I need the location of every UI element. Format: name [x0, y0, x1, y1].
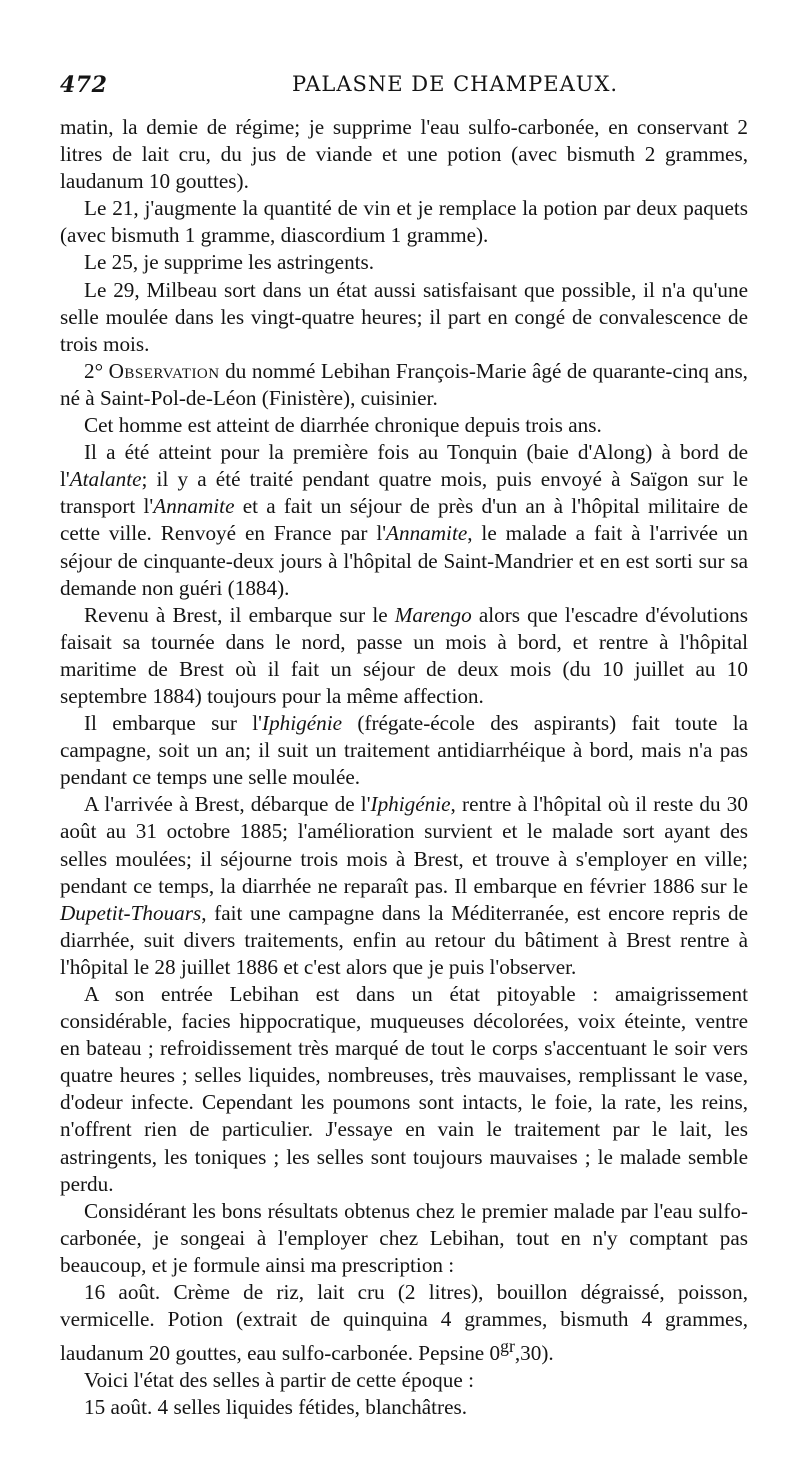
paragraph: Revenu à Brest, il embarque sur le Marengo alors que l'escadre d'évolutions faisait sa tournée dans le nord, passe un mois à bord, et rentre à l'hôpital maritime de Brest où il fait un séjour de deux mois (du 10 juillet au 10 septembre 1884) toujours pour la même affection.	[60, 602, 749, 708]
paragraph: Il embarque sur l'Iphigénie (frégate-école des aspirants) fait toute la campagne, soit un an; il suit un traitement antidiarrhéique à bord, mais n'a pas pendant ce temps une selle moulée.	[60, 711, 749, 790]
observation-label: Observation	[108, 358, 220, 383]
ship-name: Marengo	[394, 602, 472, 627]
paragraph: Cet homme est atteint de diarrhée chronique depuis trois ans.	[84, 413, 602, 438]
paragraph: Le 29, Milbeau sort dans un état aussi satisfaisant que possible, il n'a qu'une selle moulée dans les vingt-quatre heures; il part en congé de convalescence de trois mois.	[60, 277, 748, 356]
ship-name: Iphigénie	[262, 711, 343, 736]
paragraph: Voici l'état des selles à partir de cette époque :	[84, 1368, 474, 1393]
page-header	[60, 62, 748, 100]
prescription-paragraph: 16 août. Crème de riz, lait cru (2 litres), bouillon dégraissé, poisson, vermicelle. Potion (extrait de quinquina 4 grammes, bismuth 4 grammes, laudanum 20 gouttes, eau sulfo-carbonée. Pepsine $0^{gr},30$).	[60, 1280, 748, 1366]
paragraph: Le 21, j'augmente la quantité de vin et je remplace la potion par deux paquets (avec bismuth 1 gramme, diascordium 1 gramme).	[60, 196, 748, 248]
ship-name: Annamite	[386, 521, 468, 546]
running-head: PALASNE DE CHAMPEAUX.	[292, 72, 619, 96]
ship-name: Annamite	[153, 494, 235, 519]
ship-name: Iphigénie	[370, 792, 451, 817]
observation-heading-paragraph: 2° Observation du nommé Lebihan François-Marie âgé de quarante-cinq ans, né à Saint-Pol-de-Léon (Finistère), cuisinier.	[60, 358, 748, 410]
paragraph: matin, la demie de régime; je supprime l'eau sulfo-carbonée, en conservant 2 litres de lait cru, du jus de viande et une potion (avec bismuth 2 grammes, laudanum 10 gouttes).	[60, 115, 748, 194]
paragraph: A son entrée Lebihan est dans un état pitoyable : amaigrissement considérable, facies hippocratique, muqueuses décolorées, voix éteinte, ventre en bateau ; refroidissement très marqué de tout le corps s'accentuant le soir vers quatre heures ; selles liquides, nombreuses, très mauvaises, remplissant le vase, d'odeur infecte. Cependant les poumons sont intacts, le foie, la rate, les reins, n'offrent rien de particulier. J'essaye en vain le traitement par le lait, les astringents, les toniques ; les selles sont toujours mauvaises ; le malade semble perdu.	[60, 982, 748, 1196]
paragraph: Il a été atteint pour la première fois au Tonquin (baie d'Along) à bord de l'Atalante; il y a été traité pendant quatre mois, puis envoyé à Saïgon sur le transport l'Annamite et a fait un séjour de près d'un an à l'hôpital militaire de cette ville. Renvoyé en France par l'Annamite, le malade a fait à l'arrivée un séjour de cinquante-deux jours à l'hôpital de Saint-Mandrier et en est sorti sur sa demande non guéri (1884).	[60, 440, 749, 600]
ship-name: Atalante	[69, 467, 142, 492]
page-number: 472	[60, 72, 108, 98]
body-text	[60, 114, 748, 1422]
unit-superscript: gr	[500, 1336, 515, 1357]
paragraph: Le 25, je supprime les astringents.	[84, 250, 375, 275]
paragraph: A l'arrivée à Brest, débarque de l'Iphigénie, rentre à l'hôpital où il reste du 30 août au 31 octobre 1885; l'amélioration survient et le malade sort ayant des selles moulées; il séjourne trois mois à Brest, et trouve à s'employer en ville; pendant ce temps, la diarrhée ne reparaît pas. Il embarque en février 1886 sur le Dupetit-Thouars, fait une campagne dans la Méditerranée, est encore repris de diarrhée, suit divers traitements, enfin au retour du bâtiment à Brest rentre à l'hôpital le 28 juillet 1886 et c'est alors que je puis l'observer.	[60, 792, 748, 979]
paragraph: 15 août. 4 selles liquides fétides, blanchâtres.	[84, 1395, 468, 1420]
paragraph: Considérant les bons résultats obtenus chez le premier malade par l'eau sulfo-carbonée, je songeai à l'employer chez Lebihan, tout en n'y comptant pas beaucoup, et je formule ainsi ma prescription :	[60, 1198, 748, 1277]
ship-name: Dupetit-Thouars	[60, 900, 202, 925]
